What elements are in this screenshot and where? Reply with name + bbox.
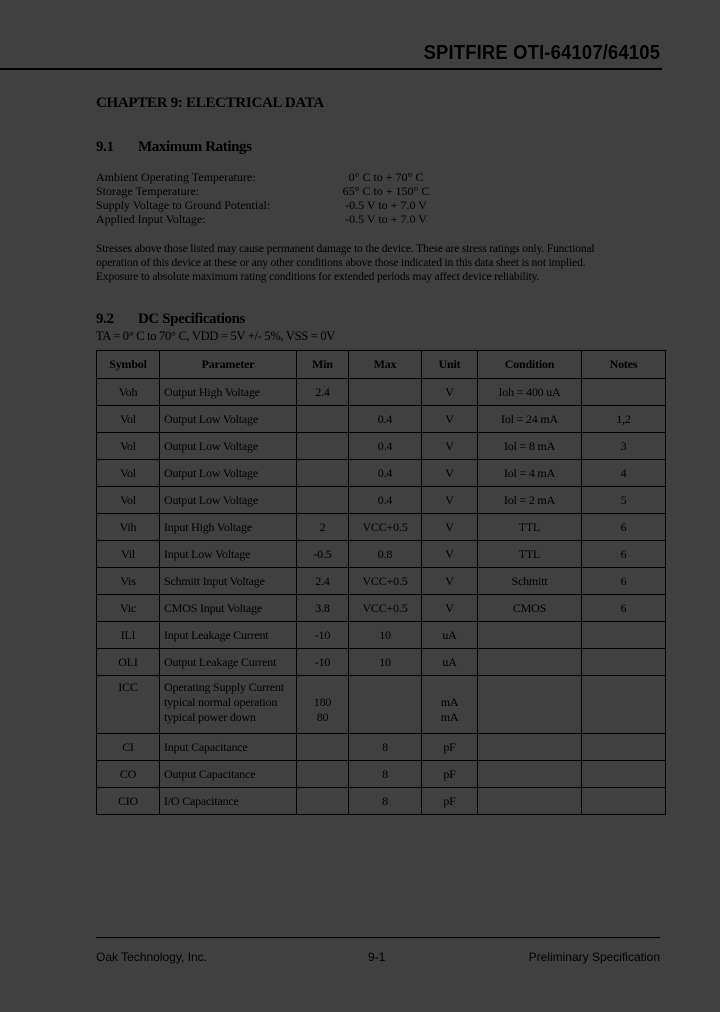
column-header-unit: Unit [422, 351, 478, 379]
rating-row [96, 212, 451, 226]
section-heading-9-1 [96, 139, 252, 156]
footer-page-number: 9-1 [368, 950, 386, 964]
rating-value: 65° C to + 150° C [342, 184, 430, 198]
cell-max: 0.4 [349, 406, 422, 433]
cell-min [297, 676, 349, 734]
cell-parameter: Input High Voltage [160, 514, 297, 541]
table-row [97, 761, 666, 788]
cell-parameter: Output Low Voltage [160, 460, 297, 487]
cell-condition: Iol = 8 mA [478, 433, 582, 460]
cell-symbol: Vol [97, 460, 160, 487]
rating-row [96, 184, 451, 198]
rating-row [96, 198, 451, 212]
cell-condition: Schmitt [478, 568, 582, 595]
cell-parameter: Output Low Voltage [160, 487, 297, 514]
cell-notes [582, 676, 666, 734]
cell-symbol: Voh [97, 379, 160, 406]
cell-parameter: Input Capacitance [160, 734, 297, 761]
chapter-title: CHAPTER 9: ELECTRICAL DATA [96, 95, 324, 111]
cell-notes [582, 379, 666, 406]
section-title: DC Specifications [138, 311, 245, 327]
cell-max: 8 [349, 761, 422, 788]
table-row [97, 649, 666, 676]
cell-max: 10 [349, 649, 422, 676]
cell-condition: TTL [478, 541, 582, 568]
cell-unit [422, 676, 478, 734]
cell-symbol: CIO [97, 788, 160, 815]
cell-condition: Iol = 24 mA [478, 406, 582, 433]
cell-notes: 6 [582, 568, 666, 595]
table-row [97, 734, 666, 761]
cell-condition [478, 788, 582, 815]
cell-symbol: OLI [97, 649, 160, 676]
parameter-line: typical normal operation [164, 695, 278, 709]
cell-max [349, 676, 422, 734]
cell-condition [478, 734, 582, 761]
rating-label: Supply Voltage to Ground Potential: [96, 198, 271, 212]
cell-parameter: I/O Capacitance [160, 788, 297, 815]
cell-max: 8 [349, 734, 422, 761]
min-line: 180 [313, 695, 332, 709]
cell-unit: V [422, 433, 478, 460]
parameter-line: typical power down [164, 710, 256, 724]
dc-specifications-table [96, 350, 666, 815]
table-row [97, 788, 666, 815]
cell-notes: 6 [582, 595, 666, 622]
cell-unit: uA [422, 622, 478, 649]
footer-rule [96, 937, 660, 938]
cell-min: 2.4 [297, 379, 349, 406]
cell-min [297, 487, 349, 514]
unit-line: mA [440, 695, 459, 709]
table-row [97, 541, 666, 568]
cell-min [297, 788, 349, 815]
cell-condition [478, 622, 582, 649]
cell-unit: V [422, 487, 478, 514]
cell-unit: V [422, 379, 478, 406]
cell-unit: V [422, 568, 478, 595]
column-header-max: Max [349, 351, 422, 379]
maximum-ratings-list [96, 170, 451, 226]
cell-notes: 3 [582, 433, 666, 460]
table-row-icc [97, 676, 666, 734]
paragraph-line: Exposure to absolute maximum rating conditions for extended periods may affect device reliability. [96, 271, 540, 283]
rating-value: -0.5 V to + 7.0 V [345, 212, 427, 226]
cell-unit: pF [422, 734, 478, 761]
cell-max: VCC+0.5 [349, 595, 422, 622]
column-header-condition: Condition [478, 351, 582, 379]
cell-notes [582, 761, 666, 788]
footer-document-status: Preliminary Specification [528, 950, 660, 964]
cell-condition: Iol = 4 mA [478, 460, 582, 487]
cell-parameter: Schmitt Input Voltage [160, 568, 297, 595]
cell-condition: CMOS [478, 595, 582, 622]
column-header-symbol: Symbol [97, 351, 160, 379]
section-title: Maximum Ratings [138, 139, 252, 155]
cell-min [297, 460, 349, 487]
paragraph-line: Stresses above those listed may cause permanent damage to the device. These are stress ratings only. Functional [96, 243, 595, 255]
table-row [97, 406, 666, 433]
cell-symbol: Vol [97, 433, 160, 460]
cell-min: 2.4 [297, 568, 349, 595]
min-line: 80 [316, 710, 329, 724]
cell-symbol: ILI [97, 622, 160, 649]
cell-symbol: Vih [97, 514, 160, 541]
cell-unit: V [422, 514, 478, 541]
stress-disclaimer-paragraph [96, 242, 656, 284]
cell-unit: V [422, 595, 478, 622]
cell-condition: Iol = 2 mA [478, 487, 582, 514]
table-row [97, 379, 666, 406]
cell-symbol: Vic [97, 595, 160, 622]
cell-max: VCC+0.5 [349, 514, 422, 541]
column-header-notes: Notes [582, 351, 666, 379]
cell-min [297, 406, 349, 433]
cell-min: 3.8 [297, 595, 349, 622]
cell-notes: 6 [582, 541, 666, 568]
cell-symbol: ICC [97, 676, 160, 734]
cell-min: -10 [297, 622, 349, 649]
cell-notes [582, 649, 666, 676]
cell-condition [478, 649, 582, 676]
cell-unit: V [422, 541, 478, 568]
cell-symbol: Vil [97, 541, 160, 568]
cell-symbol: Vis [97, 568, 160, 595]
unit-line [426, 680, 473, 695]
cell-max [349, 379, 422, 406]
header-rule [0, 68, 662, 70]
test-conditions: TA = 0° C to 70° C, VDD = 5V +/- 5%, VSS = 0V [96, 329, 336, 343]
rating-value: 0° C to + 70° C [348, 170, 424, 184]
cell-symbol: Vol [97, 487, 160, 514]
cell-parameter: Output Capacitance [160, 761, 297, 788]
section-heading-9-2 [96, 311, 245, 328]
section-number: 9.2 [96, 311, 114, 327]
cell-max: VCC+0.5 [349, 568, 422, 595]
cell-max: 0.8 [349, 541, 422, 568]
document-header-title: SPITFIRE OTI-64107/64105 [423, 42, 660, 64]
cell-unit: pF [422, 788, 478, 815]
cell-parameter: Output Leakage Current [160, 649, 297, 676]
cell-max: 0.4 [349, 460, 422, 487]
cell-notes: 4 [582, 460, 666, 487]
cell-notes [582, 734, 666, 761]
cell-unit: V [422, 460, 478, 487]
footer-company: Oak Technology, Inc. [96, 950, 207, 964]
cell-parameter: Input Low Voltage [160, 541, 297, 568]
cell-unit: uA [422, 649, 478, 676]
cell-notes [582, 622, 666, 649]
cell-unit: pF [422, 761, 478, 788]
cell-min: 2 [297, 514, 349, 541]
cell-unit: V [422, 406, 478, 433]
cell-min [297, 433, 349, 460]
table-row [97, 514, 666, 541]
table-row [97, 487, 666, 514]
rating-label: Ambient Operating Temperature: [96, 170, 256, 184]
cell-max: 0.4 [349, 487, 422, 514]
cell-symbol: CI [97, 734, 160, 761]
rating-row [96, 170, 451, 184]
min-line [301, 680, 344, 695]
table-row [97, 595, 666, 622]
table-row [97, 622, 666, 649]
cell-max: 0.4 [349, 433, 422, 460]
cell-max: 8 [349, 788, 422, 815]
rating-label: Storage Temperature: [96, 184, 200, 198]
cell-min: -0.5 [297, 541, 349, 568]
cell-notes: 6 [582, 514, 666, 541]
paragraph-line: operation of this device at these or any other conditions above those indicated in this data sheet is not implied. [96, 257, 586, 269]
cell-parameter: Input Leakage Current [160, 622, 297, 649]
parameter-line: Operating Supply Current [164, 680, 284, 694]
cell-min [297, 734, 349, 761]
cell-symbol: Vol [97, 406, 160, 433]
cell-parameter: Output High Voltage [160, 379, 297, 406]
cell-max: 10 [349, 622, 422, 649]
unit-line: mA [440, 710, 459, 724]
cell-parameter: Output Low Voltage [160, 433, 297, 460]
table-row [97, 433, 666, 460]
cell-parameter: Output Low Voltage [160, 406, 297, 433]
section-number: 9.1 [96, 139, 114, 155]
cell-min [297, 761, 349, 788]
table-row [97, 568, 666, 595]
cell-notes: 1,2 [582, 406, 666, 433]
cell-condition [478, 761, 582, 788]
rating-value: -0.5 V to + 7.0 V [345, 198, 427, 212]
cell-condition: TTL [478, 514, 582, 541]
cell-symbol: CO [97, 761, 160, 788]
cell-parameter [160, 676, 297, 734]
cell-condition [478, 676, 582, 734]
rating-label: Applied Input Voltage: [96, 212, 206, 226]
table-header-row [97, 351, 666, 379]
cell-min: -10 [297, 649, 349, 676]
cell-notes [582, 788, 666, 815]
cell-condition: Ioh = 400 uA [478, 379, 582, 406]
table-row [97, 460, 666, 487]
column-header-min: Min [297, 351, 349, 379]
cell-parameter: CMOS Input Voltage [160, 595, 297, 622]
cell-notes: 5 [582, 487, 666, 514]
column-header-parameter: Parameter [160, 351, 297, 379]
